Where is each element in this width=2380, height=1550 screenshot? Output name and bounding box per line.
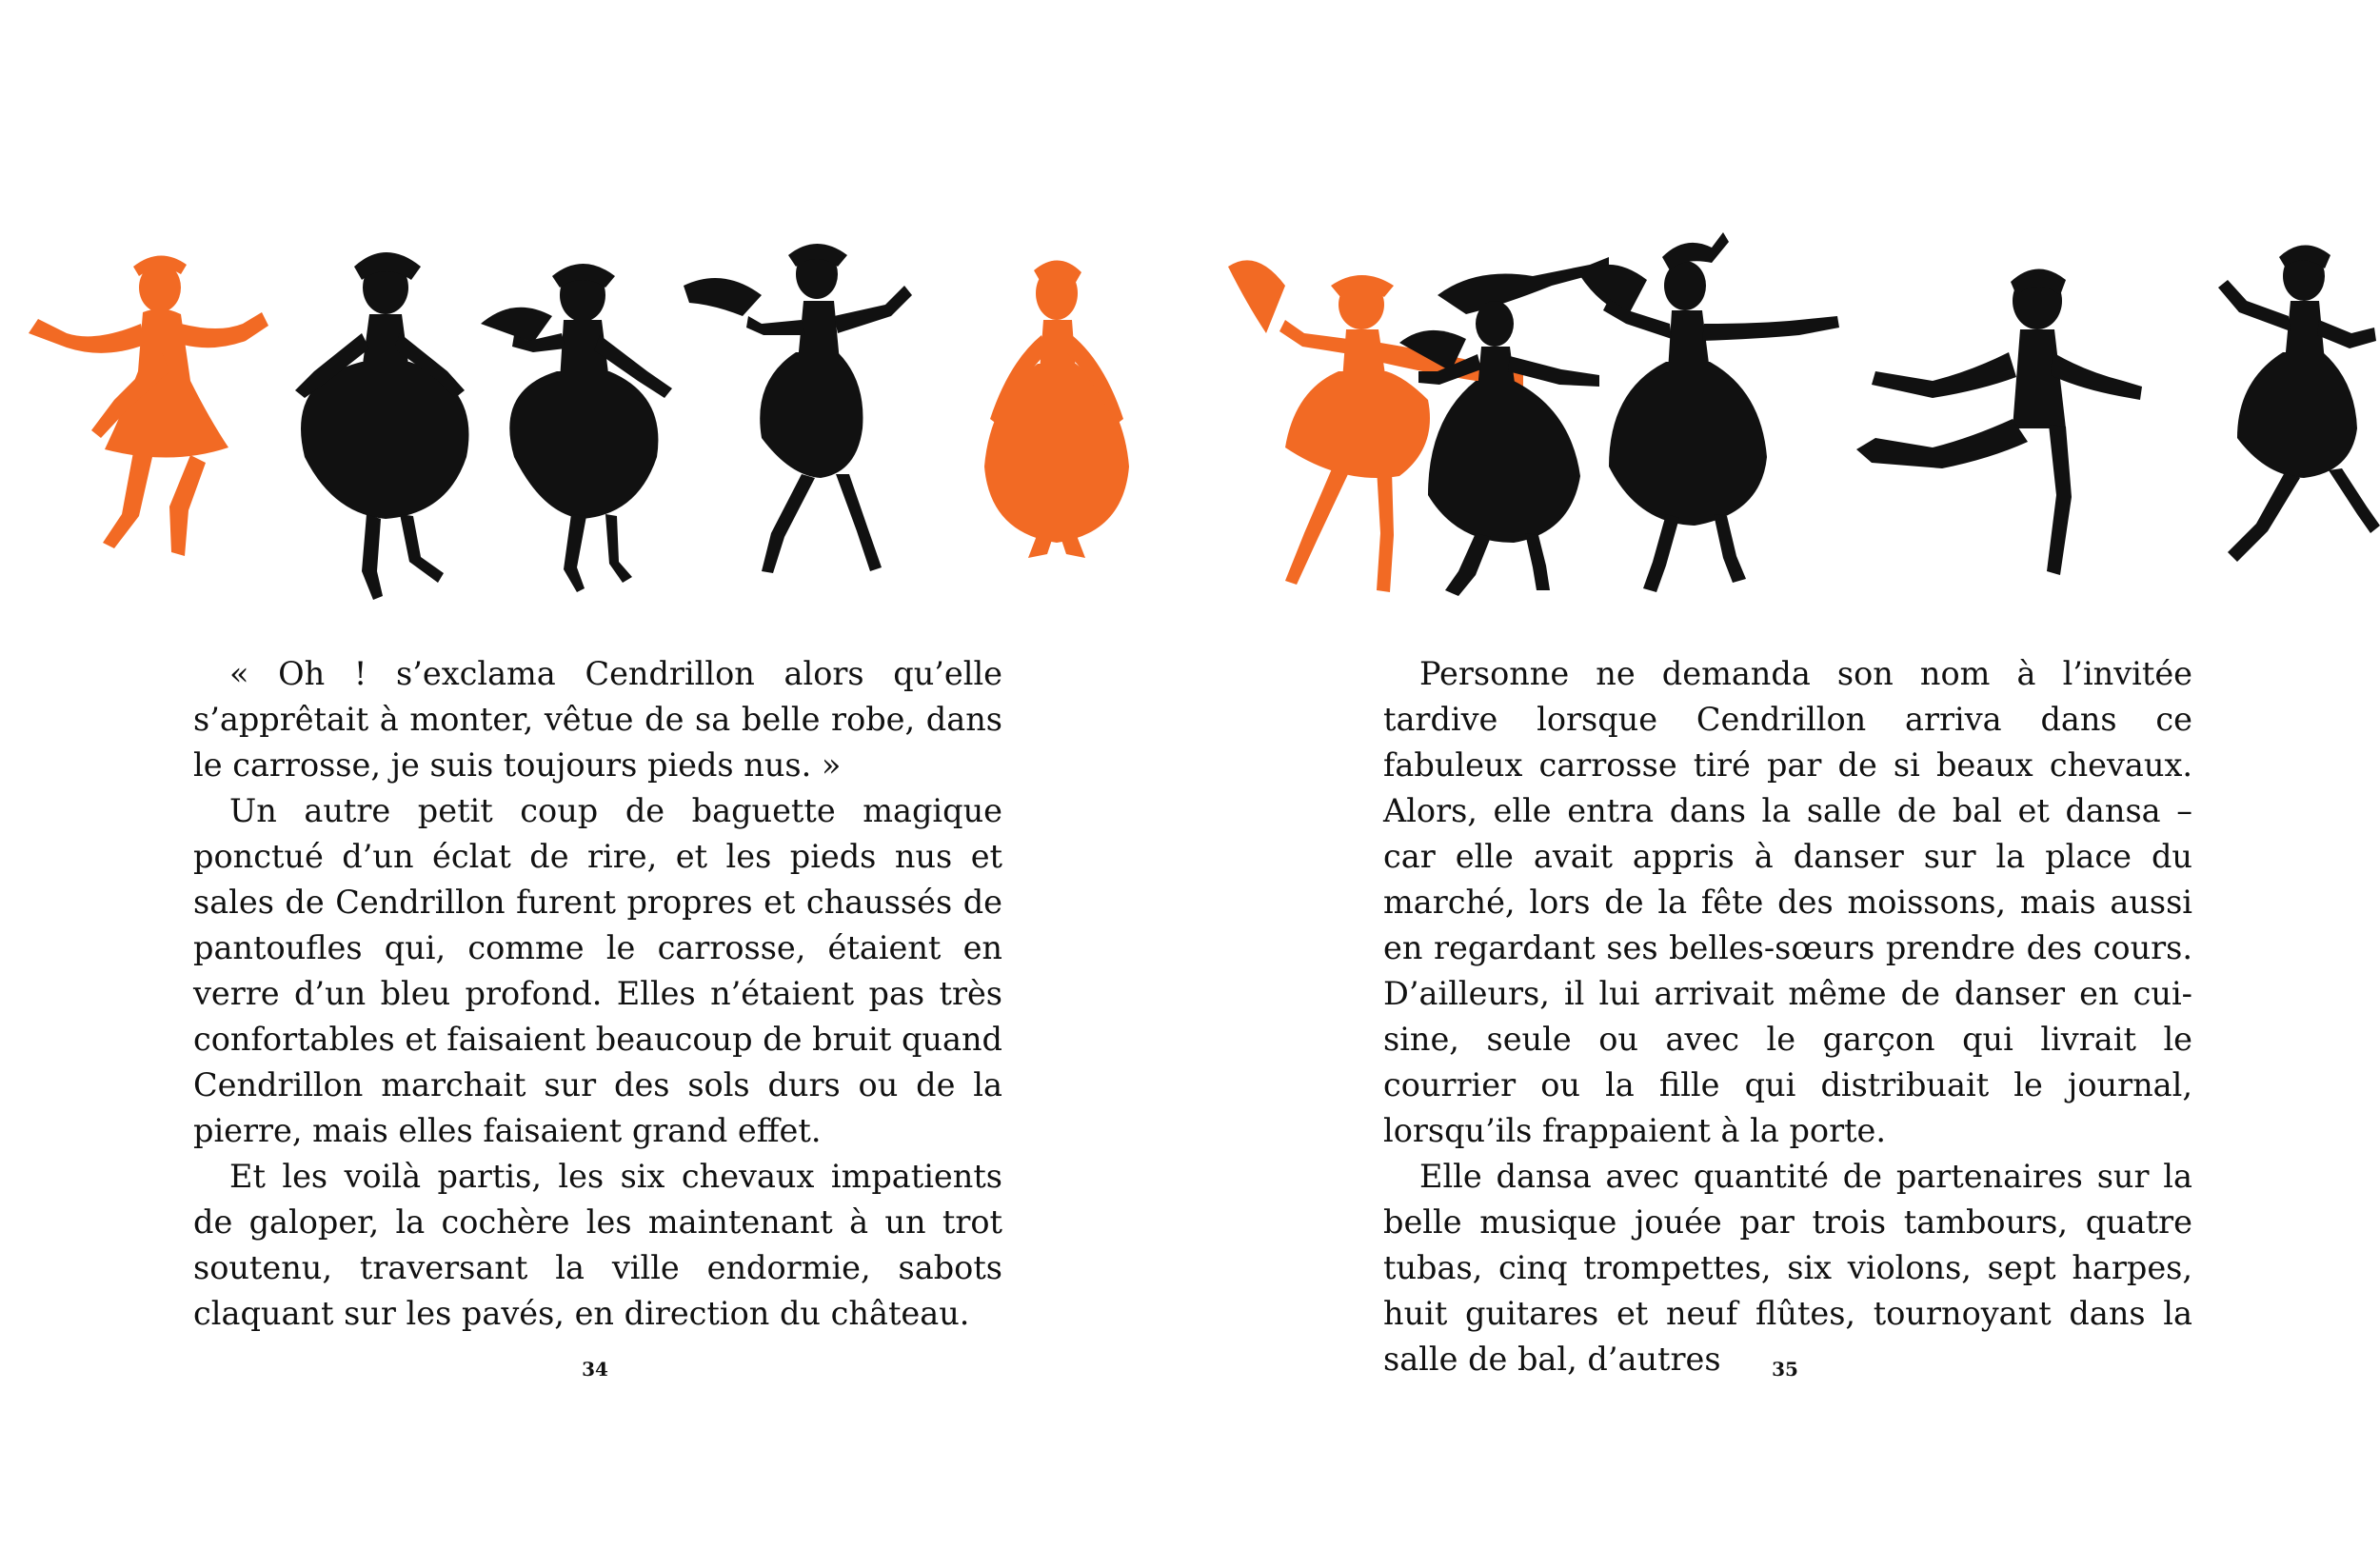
black-gentleman-dancer-silhouette	[1856, 268, 2142, 575]
left-page-text	[193, 651, 1002, 1337]
black-feather-hat-dancer-silhouette	[1399, 257, 1609, 596]
dancing-couples-silhouettes	[1190, 229, 2380, 628]
page-number: 34	[582, 1358, 608, 1381]
black-fan-dancer-silhouette	[481, 264, 672, 592]
orange-gown-dancer-silhouette	[984, 260, 1129, 558]
right-page-text	[1383, 651, 2192, 1382]
paragraph: « Oh ! s’exclama Cendrillon alors qu’elle s’apprêtait à monter, vêtue de sa belle robe, dans le carrosse, je suis toujours pieds nus. »	[193, 655, 1002, 784]
dancing-figures-silhouettes	[0, 229, 1190, 628]
paragraph: Personne ne demanda son nom à l’invitée tardive lorsque Cendrillon arriva dans ce fabuleux carrosse tiré par de si beaux chevaux. Alors, elle entra dans la salle de bal et dansa – car elle avait appris à danser sur la place du marché, lors de la fête des moissons, mais aussi en regardant ses belles-sœurs prendre des cours. D’ailleurs, il lui arrivait même de danser en cuisine, seule ou avec le garçon qui livrait le courrier ou la fille qui distribuait le journal, lorsqu’ils frappaient à la porte.	[1383, 655, 2192, 1149]
orange-dancer-silhouette	[29, 255, 268, 556]
paragraph: Un autre petit coup de baguette magique ponctué d’un éclat de rire, et les pieds nus et sales de Cendrillon furent propres et chaussés de pantoufles qui, comme le carrosse, étaient en verre d’un bleu profond. Elles n’étaient pas très confortables et faisaient beaucoup de bruit quand Cendrillon marchait sur des sols durs ou de la pierre, mais elles faisaient grand effet.	[193, 792, 1002, 1149]
right-page	[1190, 0, 2380, 1550]
page-number: 35	[1772, 1358, 1798, 1381]
black-fan-lady-silhouette	[1580, 232, 1839, 592]
black-masked-dancer-silhouette	[684, 244, 912, 573]
paragraph: Et les voilà partis, les six chevaux impatients de galoper, la cochère les maintenant à un trot soutenu, traversant la ville endormie, sabots claquant sur les pavés, en direction du château.	[193, 1158, 1002, 1332]
black-leaping-dancer-silhouette	[2218, 245, 2380, 562]
paragraph: Elle dansa avec quantité de partenaires sur la belle musique jouée par trois tambours, quatre tubas, cinq trompettes, six violons, sept harpes, huit guitares et neuf flûtes, tournoyant dans la salle de bal, d’autres	[1383, 1158, 2192, 1378]
black-dancer-silhouette	[295, 252, 469, 600]
